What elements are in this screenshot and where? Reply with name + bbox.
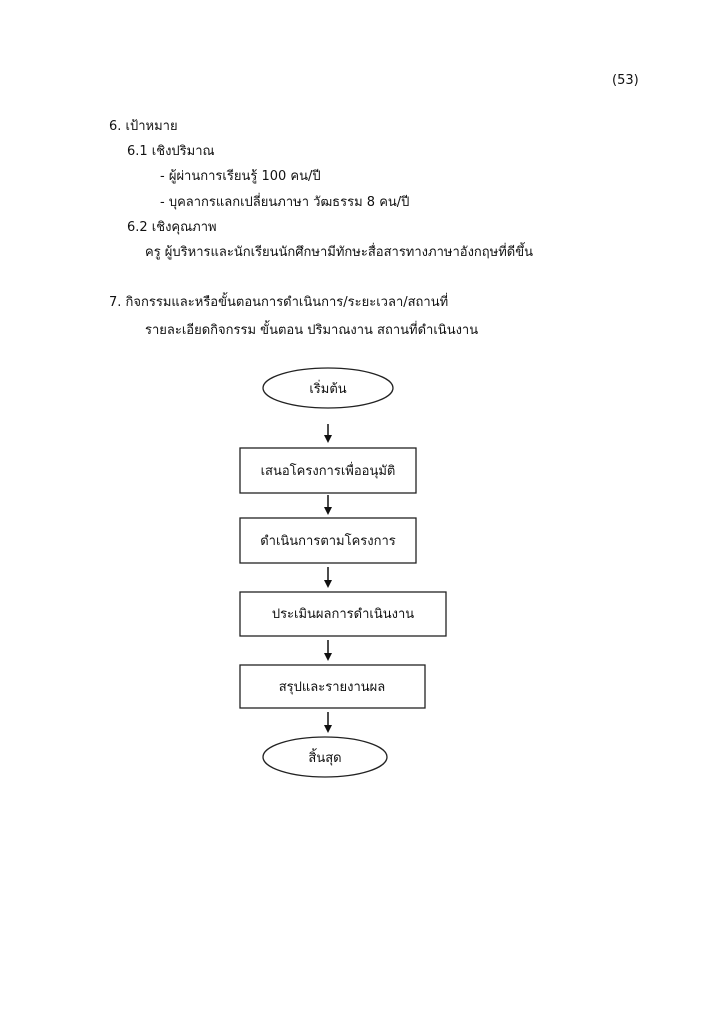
flowchart-arrow-2-head	[324, 507, 332, 515]
quality-heading: 6.2 เชิงคุณภาพ	[127, 220, 217, 235]
flowchart-arrow-1-head	[324, 435, 332, 443]
flowchart-arrow-4-head	[324, 653, 332, 661]
flowchart-arrow-5-head	[324, 725, 332, 733]
flowchart-end-label: สิ้นสุด	[308, 751, 342, 766]
goal-heading: 6. เป้าหมาย	[109, 119, 178, 134]
flowchart-start-label: เริ่มต้น	[309, 382, 347, 397]
quality-text: ครู ผู้บริหารและนักเรียนนักศึกษามีทักษะสื่อสารทางภาษาอังกฤษที่ดีขึ้น	[145, 245, 534, 260]
activities-heading: 7. กิจกรรมและหรือขั้นตอนการดำเนินการ/ระยะเวลา/สถานที่	[109, 295, 449, 310]
quantity-heading: 6.1 เชิงปริมาณ	[127, 144, 215, 159]
page-number: (53)	[612, 73, 639, 88]
flowchart-step-3-label: ประเมินผลการดำเนินงาน	[271, 607, 415, 622]
flowchart-arrow-3-head	[324, 580, 332, 588]
flowchart-step-4-label: สรุปและรายงานผล	[278, 680, 386, 695]
quantity-item-2: - บุคลากรแลกเปลี่ยนภาษา วัฒธรรม 8 คน/ปี	[160, 195, 410, 210]
quantity-item-1: - ผู้ผ่านการเรียนรู้ 100 คน/ปี	[160, 169, 321, 184]
flowchart-step-1-label: เสนอโครงการเพื่ออนุมัติ	[260, 464, 396, 479]
activities-subtext: รายละเอียดกิจกรรม ขั้นตอน ปริมาณงาน สถานที่ดำเนินงาน	[145, 323, 479, 338]
flowchart-step-2-label: ดำเนินการตามโครงการ	[260, 534, 396, 549]
